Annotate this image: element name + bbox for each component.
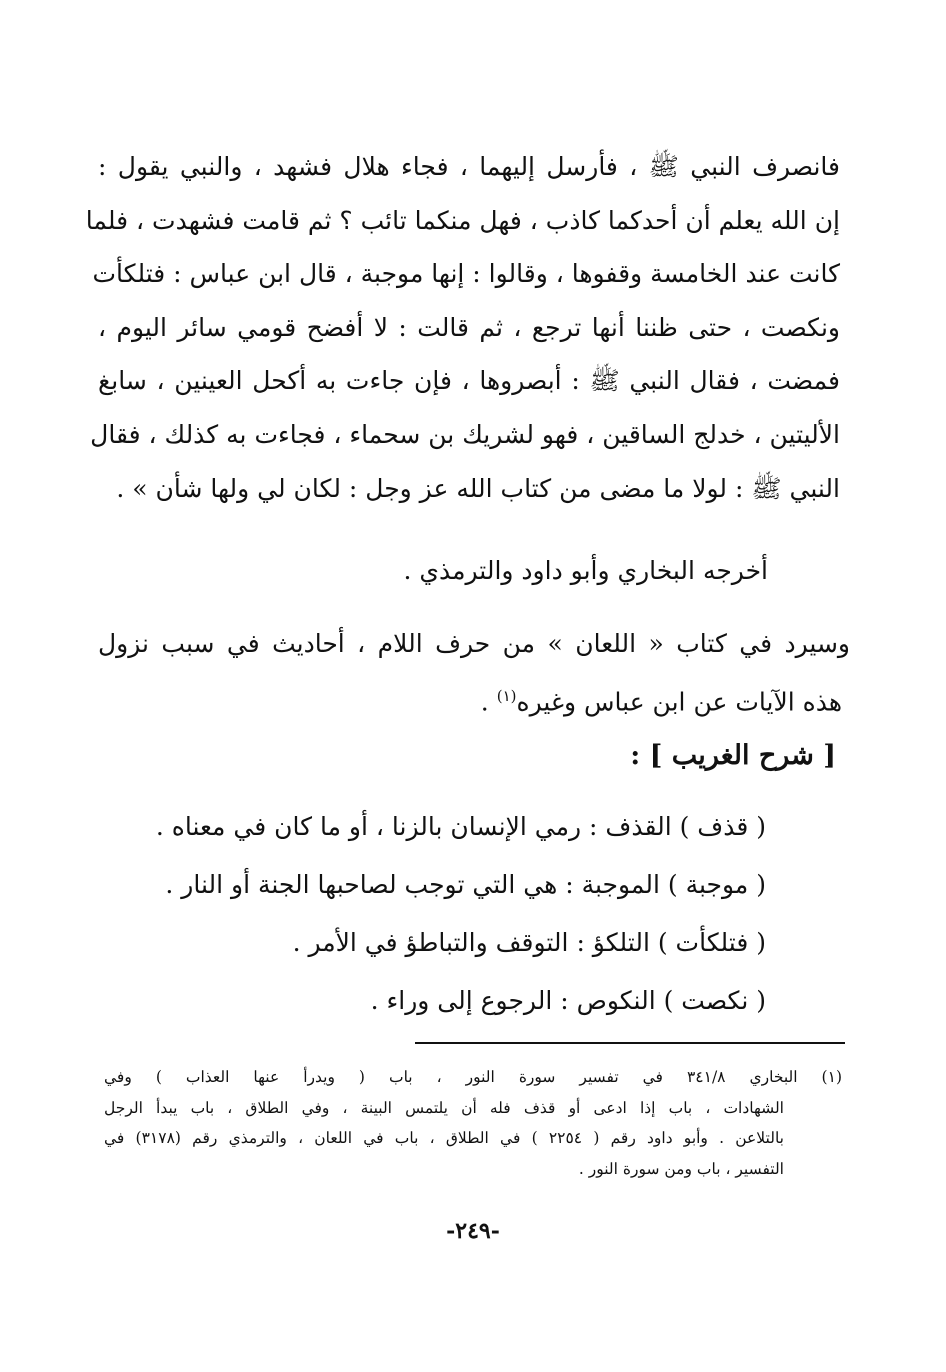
body-line-1: فانصرف النبي ﷺ ، فأرسل إليهما ، فجاء هلال فشهد ، والنبي يقول : (98, 152, 840, 181)
page-number: -٢٤٩- (446, 1218, 500, 1244)
cross-reference-text: هذه الآيات عن ابن عباس وغيره (516, 687, 842, 717)
hadith-body (85, 140, 840, 515)
body-line-4: ونكصت ، حتى ظننا أنها ترجع ، ثم قالت : لا أفضح قومي سائر اليوم ، (98, 312, 840, 342)
footnote-line-2: الشهادات ، باب إذا ادعى أو قذف فله أن يلتمس البينة ، وفي الطلاق ، باب يبدأ الرجل (104, 1098, 784, 1117)
body-line-2: إن الله يعلم أن أحدكما كاذب ، فهل منكما تائب ؟ ثم قامت فشهدت ، فلما (85, 205, 840, 235)
cross-reference-line-1: وسيرد في كتاب « اللعان » من حرف اللام ، أحاديث في سبب نزول (98, 629, 850, 658)
body-line-5: فمضت ، فقال النبي ﷺ : أبصروها ، فإن جاءت به أكحل العينين ، سابغ (98, 366, 840, 396)
glossary-item-qadhf: ( قذف ) القذف : رمي الإنسان بالزنا ، أو ما كان في معناه . (155, 812, 766, 841)
footnotes (104, 1062, 842, 1184)
cross-reference-line-2 (98, 670, 850, 728)
body-line-3: كانت عند الخامسة وقفوها ، وقالوا : إنها موجبة ، قال ابن عباس : فتلكأت (92, 259, 840, 289)
footnote-line-1: (١) البخاري ٣٤١/٨ في تفسير سورة النور ، باب ( ويدرأ عنها العذاب ) وفي (104, 1068, 842, 1086)
body-line-7: النبي ﷺ : لولا ما مضى من كتاب الله عز وجل : لكان لي ولها شأن » . (116, 473, 840, 503)
glossary-list (156, 798, 766, 1030)
body-line-6: الأليتين ، خدلج الساقين ، فهو لشريك بن سحماء ، فجاءت به كذلك ، فقال (90, 419, 840, 449)
cross-reference-end: . (480, 687, 497, 717)
footnote-reference: (١) (496, 687, 517, 705)
footnote-divider (415, 1042, 845, 1044)
glossary-heading: [ شرح الغريب ] : (630, 740, 836, 771)
glossary-item-mujiba: ( موجبة ) الموجبة : هي التي توجب لصاحبها الجنة أو النار . (165, 870, 766, 899)
footnote-line-3: بالتلاعن . وأبو داود رقم ( ٢٢٥٤ ) في الطلاق ، باب في اللعان ، والترمذي رقم (٣١٧٨) في (104, 1129, 784, 1147)
footnote-line-4: التفسير ، باب ومن سورة النور . (578, 1159, 784, 1178)
hadith-source: أخرجه البخاري وأبو داود والترمذي . (403, 556, 768, 585)
cross-reference-paragraph (98, 618, 850, 728)
glossary-item-nakasat: ( نكصت ) النكوص : الرجوع إلى وراء . (370, 986, 766, 1015)
glossary-item-talakka: ( فتلكأت ) التلكؤ : التوقف والتباطؤ في الأمر . (292, 928, 766, 957)
